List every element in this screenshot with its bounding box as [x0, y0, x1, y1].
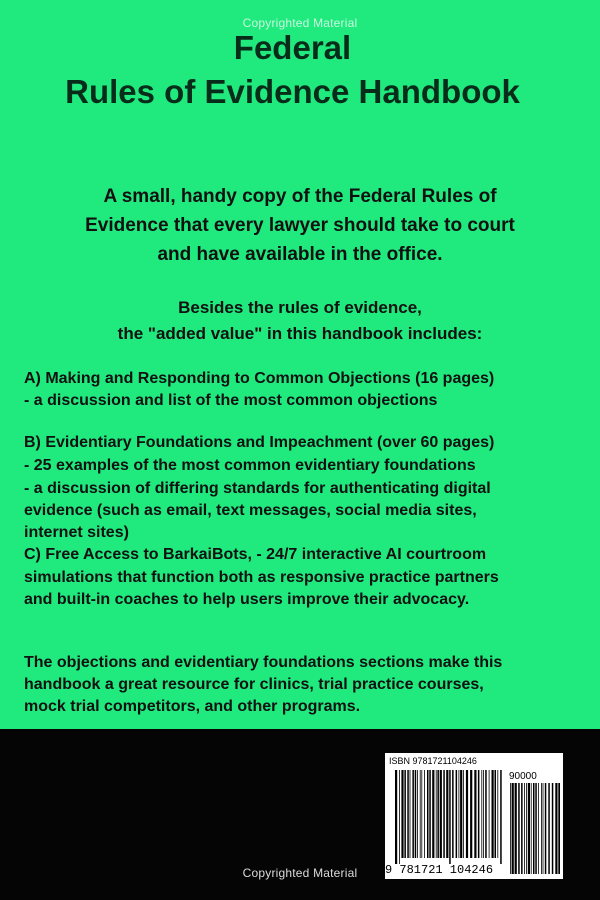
barcode-bar	[410, 770, 411, 858]
closing-line-1: The objections and evidentiary foundations sections make this	[24, 654, 503, 671]
isbn-digits: 9 781721 104246	[385, 863, 494, 877]
section-b-detail-2: - a discussion of differing standards for authenticating digital	[24, 480, 491, 497]
title-line-1: Federal	[233, 29, 352, 66]
barcode-bar	[460, 770, 462, 858]
barcode-bar	[466, 770, 468, 858]
barcode-bar	[512, 783, 514, 874]
barcode-bar	[432, 770, 434, 858]
barcode-bar	[500, 770, 502, 864]
barcode-bar	[518, 783, 520, 874]
intro-line-1: A small, handy copy of the Federal Rules of	[103, 186, 497, 207]
barcode-bar	[417, 770, 418, 858]
section-b-detail-1: - 25 examples of the most common evidentiary foundations	[24, 457, 476, 474]
barcode-bar	[545, 783, 547, 874]
barcode-bar	[412, 770, 414, 858]
barcode-bar	[515, 783, 517, 874]
barcode-bar	[535, 783, 537, 874]
price-code-label: 90000	[509, 771, 537, 782]
barcode-bar	[552, 783, 554, 874]
intro-line-3: and have available in the office.	[157, 244, 443, 265]
watermark-bottom: Copyrighted Material	[242, 866, 358, 880]
besides-line-1: Besides the rules of evidence,	[178, 298, 422, 317]
section-c-detail-1: simulations that function both as responsive practice partners	[24, 569, 499, 586]
barcode-bar	[399, 770, 400, 864]
barcode-bar	[531, 783, 532, 874]
barcode-bar	[521, 783, 523, 874]
barcode-bar	[427, 770, 429, 858]
barcode-bar	[470, 770, 472, 858]
section-b-detail-3: evidence (such as email, text messages, social media sites,	[24, 502, 477, 519]
barcode-bar	[446, 770, 448, 858]
title-line-2: Rules of Evidence Handbook	[65, 73, 520, 110]
section-a-detail: - a discussion and list of the most common objections	[24, 392, 438, 409]
barcode-bar	[543, 783, 544, 874]
closing-line-2: handbook a great resource for clinics, trial practice courses,	[24, 676, 484, 693]
barcode-bar	[395, 770, 397, 864]
section-c-heading: C) Free Access to BarkaiBots, - 24/7 interactive AI courtroom	[24, 546, 487, 563]
barcode-bar	[407, 770, 409, 858]
barcode-bar	[449, 770, 451, 864]
barcode-bar	[463, 770, 464, 858]
barcode-bar	[415, 770, 417, 858]
barcode-bar	[481, 770, 482, 858]
barcode-bar	[401, 770, 403, 858]
barcode-bar	[474, 770, 476, 858]
barcode-bar	[524, 783, 525, 874]
barcode-bar	[483, 770, 484, 858]
isbn-label: ISBN 9781721104246	[389, 756, 477, 766]
section-c-detail-2: and built-in coaches to help users improve their advocacy.	[24, 591, 470, 608]
barcode-bar	[492, 770, 494, 858]
barcode-bar	[510, 783, 511, 874]
barcode-bar	[478, 770, 480, 858]
barcode-bar	[558, 783, 560, 874]
barcode-bar	[528, 783, 530, 874]
barcode-bar	[421, 770, 422, 858]
section-b-heading: B) Evidentiary Foundations and Impeachment (over 60 pages)	[24, 434, 495, 451]
barcode-bar	[440, 770, 442, 858]
barcode-bar	[443, 770, 445, 858]
barcode-bar	[526, 783, 527, 874]
barcode-bars	[395, 770, 502, 864]
barcode-bar	[495, 770, 497, 858]
watermark-top: Copyrighted Material	[242, 16, 358, 30]
barcode-bar	[437, 770, 439, 858]
besides-line-2: the "added value" in this handbook includes:	[117, 324, 483, 343]
barcode-bar	[485, 770, 487, 858]
barcode-bar	[452, 770, 454, 858]
barcode-bar	[456, 770, 458, 858]
barcode-bar	[497, 770, 498, 858]
isbn-barcode	[385, 753, 563, 879]
barcode-bar	[548, 783, 550, 874]
barcode-bar	[429, 770, 431, 858]
barcode-bar	[459, 770, 460, 858]
barcode-bar	[533, 783, 535, 874]
barcode-bar	[424, 770, 425, 858]
section-b-detail-4: internet sites)	[24, 524, 129, 541]
barcode-bar	[541, 783, 542, 874]
closing-line-3: mock trial competitors, and other programs.	[24, 698, 361, 715]
barcode-bar	[555, 783, 557, 874]
section-a-heading: A) Making and Responding to Common Objections (16 pages)	[24, 370, 495, 387]
barcode-bar	[436, 770, 437, 858]
barcode-bar	[420, 770, 421, 858]
barcode-addon-bars	[510, 783, 560, 874]
intro-line-2: Evidence that every lawyer should take to court	[85, 215, 515, 236]
barcode-bar	[538, 783, 539, 874]
barcode-bar	[489, 770, 490, 858]
barcode-bar	[404, 770, 406, 858]
